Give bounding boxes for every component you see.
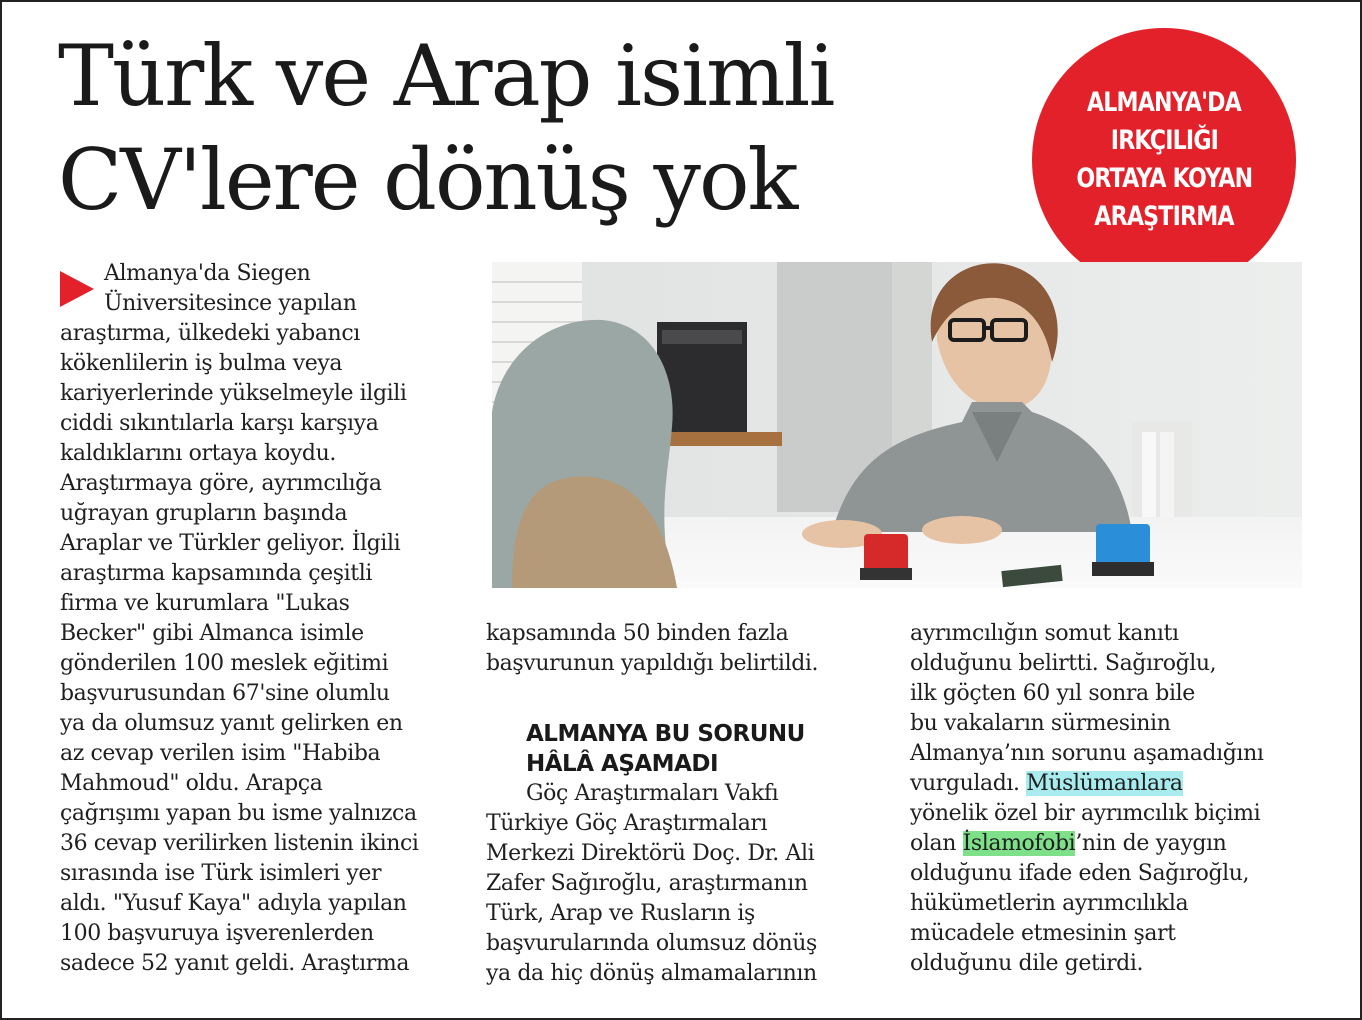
article-column-3 (910, 619, 1320, 979)
text-line: firma ve kurumlara "Lukas (60, 591, 350, 616)
headline-line-1: Türk ve Arap isimli (58, 27, 834, 125)
article-column-2 (486, 619, 876, 989)
text-line: sadece 52 yanıt geldi. Araştırma (60, 951, 410, 976)
red-circle-badge (1032, 28, 1296, 292)
text-line: araştırma kapsamında çeşitli (60, 561, 372, 586)
text-line: olduğunu dile getirdi. (910, 951, 1144, 976)
text-line: kapsamında 50 binden fazla (486, 621, 789, 646)
text-fragment: ’nin de yaygın (1075, 831, 1227, 856)
text-line: yönelik özel bir ayrımcılık biçimi (910, 801, 1261, 826)
badge-line-4: ARAŞTIRMA (1094, 201, 1234, 232)
text-line: Zafer Sağıroğlu, araştırmanın (486, 871, 808, 896)
text-line: başvurunun yapıldığı belirtildi. (486, 651, 819, 676)
text-fragment: vurguladı. (910, 771, 1027, 796)
text-line: ayrımcılığın somut kanıtı (910, 621, 1179, 646)
badge-line-2: IRKÇILIĞI (1110, 125, 1218, 156)
text-line: olduğunu belirtti. Sağıroğlu, (910, 651, 1217, 676)
badge-line-3: ORTAYA KOYAN (1076, 163, 1252, 194)
headline (58, 24, 833, 232)
text-line: Türkiye Göç Araştırmaları (486, 811, 768, 836)
text-line: Üniversitesince yapılan (104, 291, 357, 316)
subheading-line-1: ALMANYA BU SORUNU (526, 721, 805, 747)
text-line: Araplar ve Türkler geliyor. İlgili (60, 531, 401, 556)
headline-line-2: CV'lere dönüş yok (58, 131, 797, 229)
article-column-1 (60, 259, 460, 979)
text-line: Mahmoud" oldu. Arapça (60, 771, 323, 796)
text-line: olduğunu ifade eden Sağıroğlu, (910, 861, 1250, 886)
text-line: sırasında ise Türk isimleri yer (60, 861, 382, 886)
text-line: kaldıklarını ortaya koydu. (60, 441, 336, 466)
text-line: az cevap verilen isim "Habiba (60, 741, 381, 766)
text-line: Almanya’nın sorunu aşamadığını (910, 741, 1264, 766)
text-line: çağrışımı yapan bu isme yalnızca (60, 801, 417, 826)
text-line: Türk, Arap ve Rusların iş (486, 901, 755, 926)
text-line: hükümetlerin ayrımcılıkla (910, 891, 1189, 916)
text-line: Becker" gibi Almanca isimle (60, 621, 364, 646)
text-line: gönderilen 100 meslek eğitimi (60, 651, 389, 676)
text-line: kariyerlerinde yükselmeyle ilgili (60, 381, 407, 406)
badge-line-1: ALMANYA'DA (1086, 87, 1242, 118)
text-line: ya da hiç dönüş almamalarının (486, 961, 817, 986)
text-line: Merkezi Direktörü Doç. Dr. Ali (486, 841, 815, 866)
text-line: bu vakaların sürmesinin (910, 711, 1171, 736)
subheading-line-2: HÂLÂ AŞAMADI (526, 751, 719, 777)
text-line: Almanya'da Siegen (104, 261, 311, 286)
text-line: Araştırmaya göre, ayrımcılığa (60, 471, 382, 496)
text-line: kökenlilerin iş bulma veya (60, 351, 343, 376)
text-line: 100 başvuruya işverenlerden (60, 921, 374, 946)
text-line: aldı. "Yusuf Kaya" adıyla yapılan (60, 891, 407, 916)
text-line: 36 cevap verilirken listenin ikinci (60, 831, 419, 856)
text-line: ilk göçten 60 yıl sonra bile (910, 681, 1195, 706)
text-line: uğrayan grupların başında (60, 501, 348, 526)
text-line: başvurusundan 67'sine olumlu (60, 681, 390, 706)
text-line: ya da olumsuz yanıt gelirken en (60, 711, 403, 736)
text-line: mücadele etmesinin şart (910, 921, 1176, 946)
interview-photo (492, 262, 1302, 588)
text-line: ciddi sıkıntılarla karşı karşıya (60, 411, 379, 436)
text-line: başvurularında olumsuz dönüş (486, 931, 817, 956)
text-line (910, 829, 1320, 859)
text-line (910, 769, 1320, 799)
highlighted-term-muslumanlara: Müslümanlara (1026, 771, 1183, 796)
text-line: araştırma, ülkedeki yabancı (60, 321, 360, 346)
text-line: Göç Araştırmaları Vakfı (526, 781, 779, 806)
text-fragment: olan (910, 831, 963, 856)
highlighted-term-islamofobi: İslamofobi (962, 831, 1076, 856)
